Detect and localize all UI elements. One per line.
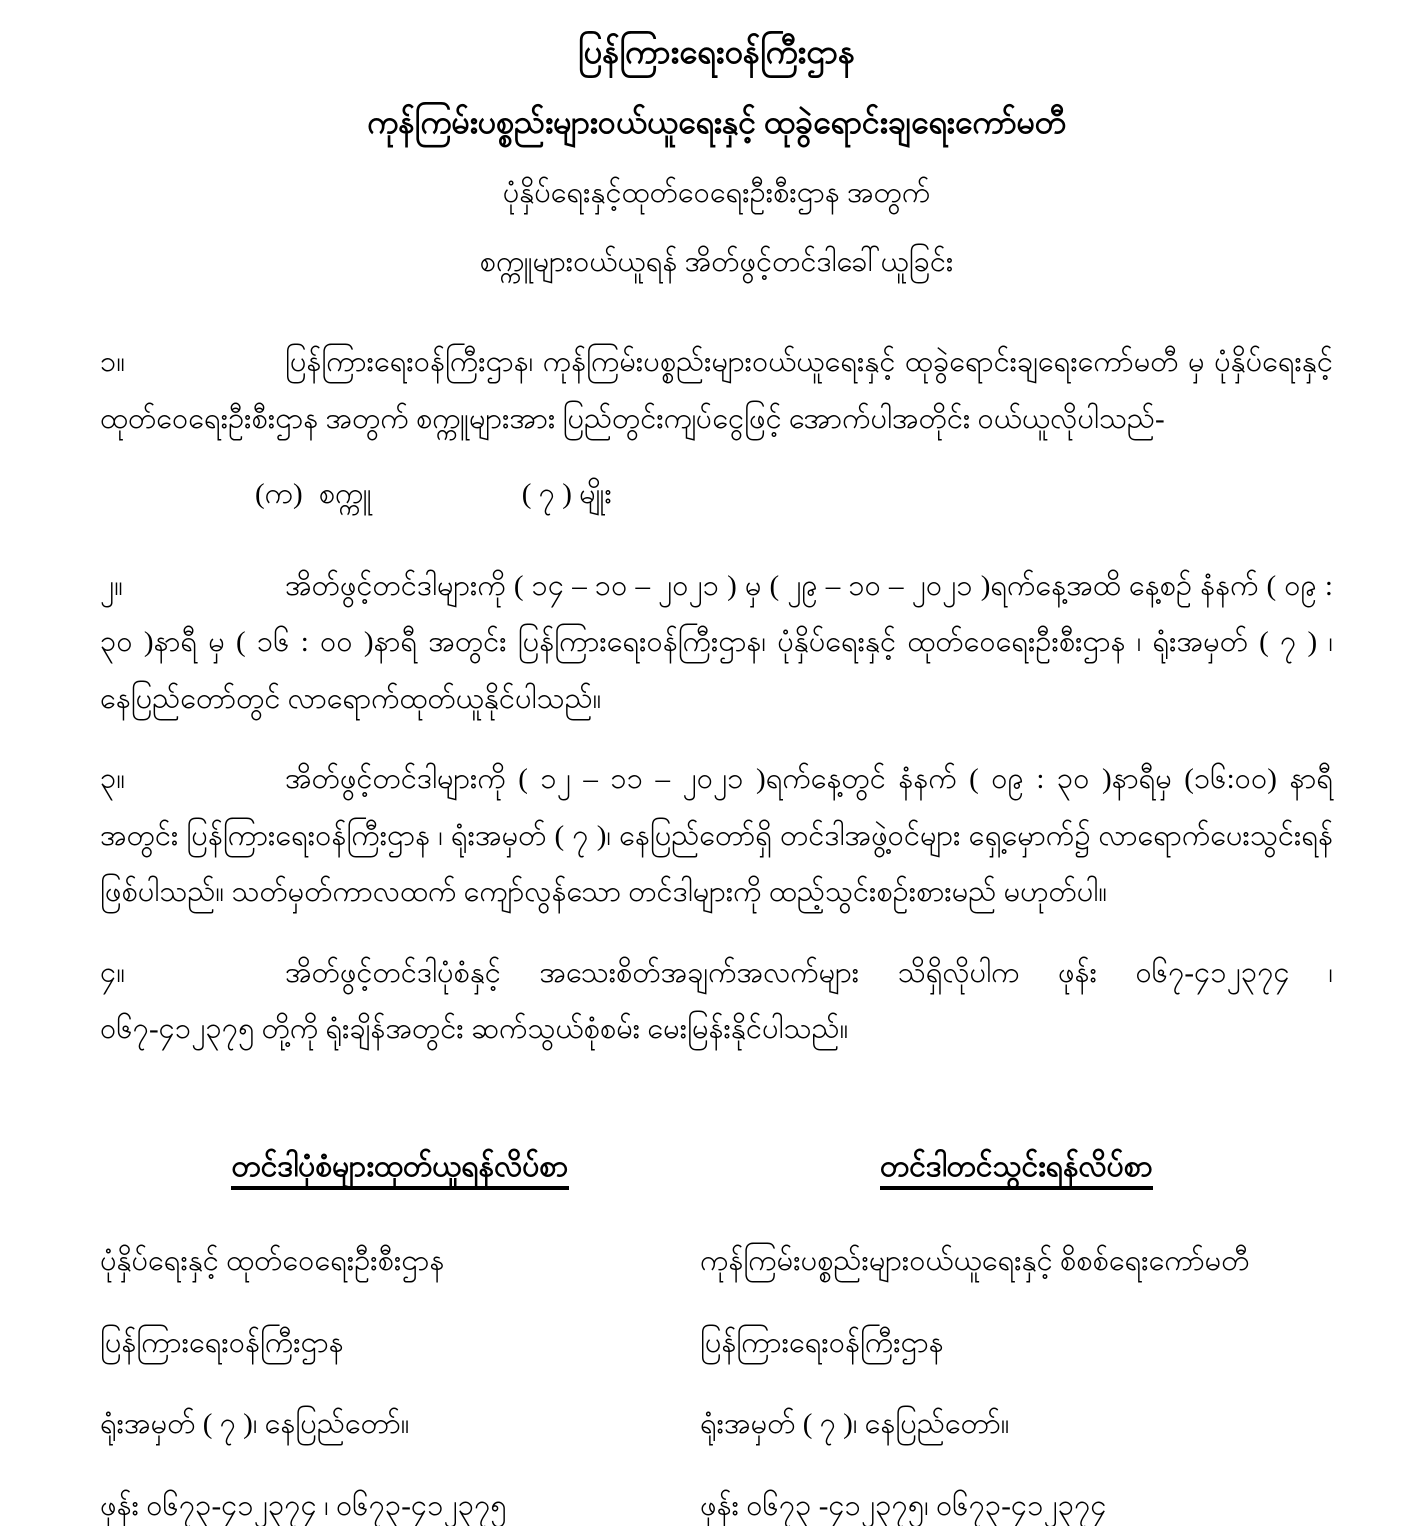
right-column-heading-text: တင်ဒါတင်သွင်းရန်လိပ်စာ [880,1150,1153,1190]
list-item-quantity: ( ၇ ) မျိုး [521,478,612,511]
right-address-line-2: ပြန်ကြားရေးဝန်ကြီးဌာန [700,1326,944,1359]
paragraph-4-text: အိတ်ဖွင့်တင်ဒါပုံစံနှင့် အသေးစိတ်အချက်အလက်များ သိရှိလိုပါက ဖုန်း ၀၆၇-၄၁၂၃၇၄ ၊ ၀၆၇-၄၁၂၃၇၅ တို့ကို ရုံးချိန်အတွင်း ဆက်သွယ်စုံစမ်း မေးမြန်းနိုင်ပါသည်။ [100,956,1333,1046]
list-item-paper [255,471,1333,517]
paragraph-4 [100,945,1333,1058]
paragraph-3-number: ၃။ [100,763,126,796]
paragraph-4-number: ၄။ [100,956,126,989]
left-column-heading [100,1146,700,1191]
right-column-heading [700,1146,1333,1191]
paragraph-3-text: အိတ်ဖွင့်တင်ဒါများကို ( ၁၂ – ၁၁ – ၂၀၂၁ )ရက်နေ့တွင် နံနက် ( ၀၉ : ၃၀ )နာရီမှ (၁၆:၀၀) နာရီ အတွင်း ပြန်ကြားရေးဝန်ကြီးဌာန ၊ ရုံးအမှတ် ( ၇ )၊ နေပြည်တော်ရှိ တင်ဒါအဖွဲ့ဝင်များ ရှေ့မှောက်၌ လာရောက်ပေးသွင်းရန် ဖြစ်ပါသည်။ သတ်မှတ်ကာလထက် ကျော်လွန်သော တင်ဒါများကို ထည့်သွင်းစဉ်းစားမည် မဟုတ်ပါ။ [100,763,1333,909]
department-subtitle: ပုံနှိပ်ရေးနှင့်ထုတ်ဝေရေးဦးစီးဌာန အတွက် [502,176,931,209]
footer-right-column [700,1146,1333,1526]
document-body [100,334,1333,1058]
list-item-name: စက္ကူ [318,478,372,511]
right-address-line-1: ကုန်ကြမ်းပစ္စည်းများဝယ်ယူရေးနှင့် စိစစ်ရေးကော်မတီ [700,1245,1250,1278]
tender-subject-line: စက္ကူများဝယ်ယူရန် အိတ်ဖွင့်တင်ဒါခေါ်ယူခြင်း [479,245,954,278]
left-address-line-3: ရုံးအမှတ် ( ၇ )၊ နေပြည်တော်။ [100,1408,410,1441]
right-address-line-3: ရုံးအမှတ် ( ၇ )၊ နေပြည်တော်။ [700,1408,1010,1441]
left-phone-line: ဖုန်း ၀၆၇၃-၄၁၂၃၇၄ ၊ ၀၆၇၃-၄၁၂၃၇၅ [100,1490,507,1523]
paragraph-3 [100,751,1333,921]
paragraph-2-text: အိတ်ဖွင့်တင်ဒါများကို ( ၁၄ – ၁၀ – ၂၀၂၁ ) မှ ( ၂၉ – ၁၀ – ၂၀၂၁ )ရက်နေ့အထိ နေ့စဉ် နံနက် ( ၀၉ : ၃၀ )နာရီ မှ ( ၁၆ : ၀၀ )နာရီ အတွင်း ပြန်ကြားရေးဝန်ကြီးဌာန၊ ပုံနှိပ်ရေးနှင့် ထုတ်ဝေရေးဦးစီးဌာန ၊ ရုံးအမှတ် ( ၇ ) ၊ နေပြည်တော်တွင် လာရောက်ထုတ်ယူနိုင်ပါသည်။ [100,569,1333,715]
paragraph-1 [100,334,1333,447]
paragraph-1-text: ပြန်ကြားရေးဝန်ကြီးဌာန၊ ကုန်ကြမ်းပစ္စည်းများဝယ်ယူရေးနှင့် ထုခွဲရောင်းချရေးကော်မတီ မှ ပုံနှိပ်ရေးနှင့်ထုတ်ဝေရေးဦးစီးဌာန အတွက် စက္ကူများအား ပြည်တွင်းကျပ်ငွေဖြင့် အောက်ပါအတိုင်း ဝယ်ယူလိုပါသည်- [100,346,1333,435]
left-column-heading-text: တင်ဒါပုံစံများထုတ်ယူရန်လိပ်စာ [231,1150,568,1190]
left-address-line-1: ပုံနှိပ်ရေးနှင့် ထုတ်ဝေရေးဦးစီးဌာန [100,1245,445,1278]
paragraph-2 [100,558,1333,728]
paragraph-1-number: ၁။ [100,346,126,379]
left-address-line-2: ပြန်ကြားရေးဝန်ကြီးဌာန [100,1326,344,1359]
right-phone-line: ဖုန်း ၀၆၇၃ -၄၁၂၃၇၅၊ ၀၆၇၃-၄၁၂၃၇၄ [700,1490,1107,1523]
footer-left-column [100,1146,700,1526]
footer-address-columns [100,1146,1333,1526]
paragraph-2-number: ၂။ [100,569,124,602]
document-header [100,30,1333,282]
committee-title: ကုန်ကြမ်းပစ္စည်းများဝယ်ယူရေးနှင့် ထုခွဲရောင်းချရေးကော်မတီ [366,104,1067,141]
list-item-label: (က) [255,478,303,511]
ministry-title: ပြန်ကြားရေးဝန်ကြီးဌာန [577,35,856,71]
